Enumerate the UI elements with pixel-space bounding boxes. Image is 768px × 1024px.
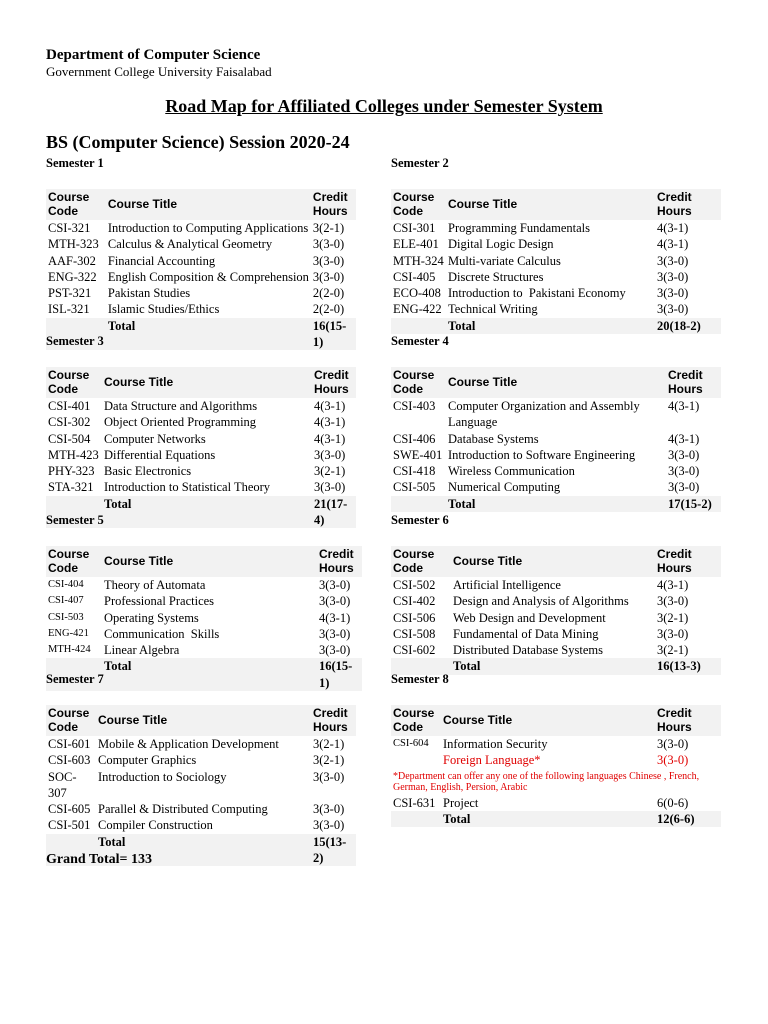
- header-credit-hours: Credit Hours: [312, 367, 356, 398]
- semester-7-table: [46, 705, 356, 866]
- course-code: CSI-403: [393, 399, 436, 413]
- header-credit-hours: Credit Hours: [655, 705, 721, 736]
- course-row: [46, 479, 356, 495]
- header-row: [46, 189, 356, 220]
- course-title: English Composition & Comprehension: [107, 269, 309, 284]
- total-credits: 15(13-2): [311, 834, 356, 867]
- credit-hours: 6(0-6): [657, 795, 689, 810]
- course-code: PST-321: [48, 286, 92, 301]
- header-course-title: Course Title: [96, 705, 311, 736]
- credit-hours: 3(3-0): [657, 753, 689, 768]
- course-title: Parallel & Distributed Computing: [98, 802, 268, 817]
- course-code: MTH-423: [48, 447, 99, 462]
- course-title: Computer Graphics: [98, 753, 197, 768]
- course-title: Programming Fundamentals: [448, 221, 590, 235]
- course-code: CSI-508: [393, 626, 436, 641]
- credit-hours: 3(3-0): [657, 737, 689, 751]
- course-title: Financial Accounting: [107, 253, 216, 268]
- credit-hours: 3(3-0): [312, 269, 345, 284]
- course-title: Communication Skills: [104, 626, 220, 641]
- document-title: Road Map for Affiliated Colleges under Semester System: [165, 96, 603, 116]
- credit-hours: 3(3-0): [312, 237, 345, 252]
- semester-1-table: [46, 189, 356, 350]
- course-title: Compiler Construction: [98, 818, 213, 833]
- course-title: Pakistan Studies: [107, 286, 191, 301]
- course-title: Computer Networks: [104, 431, 206, 446]
- course-row: [46, 626, 362, 642]
- total-row: [391, 318, 721, 334]
- header-row: [46, 705, 356, 736]
- course-code: CSI-604: [393, 738, 429, 749]
- course-code: CSI-501: [48, 818, 91, 833]
- course-title: Differential Equations: [104, 447, 216, 462]
- semester-5-table: [46, 546, 362, 691]
- semester-label: Semester 8: [391, 672, 449, 686]
- course-row: [391, 752, 721, 768]
- course-row: [46, 414, 356, 430]
- course-row: [391, 736, 721, 752]
- course-title: Introduction to Sociology: [98, 769, 227, 784]
- course-code: CSI-406: [393, 431, 436, 446]
- header-course-title: Course Title: [102, 546, 317, 577]
- course-row: [391, 269, 721, 285]
- course-title: Fundamental of Data Mining: [453, 626, 599, 641]
- course-code: [391, 752, 441, 768]
- credit-hours: 3(3-0): [319, 578, 351, 592]
- credit-hours: 3(3-0): [314, 480, 346, 495]
- semester-4-section: [391, 334, 721, 512]
- semester-3-table: [46, 367, 356, 528]
- course-row: [46, 769, 356, 802]
- course-code: ENG-421: [48, 627, 89, 639]
- course-title: Introduction to Software Engineering: [448, 447, 636, 462]
- course-title: Wireless Communication: [448, 464, 575, 479]
- course-code: CSI-401: [48, 399, 91, 413]
- semester-label: Semester 3: [46, 334, 104, 348]
- course-row: [46, 220, 356, 236]
- course-code: CSI-321: [48, 221, 91, 235]
- total-label: Total: [446, 318, 655, 334]
- total-credits: 16(15-1): [311, 318, 356, 351]
- course-row: [46, 736, 356, 752]
- header-course-code: Course Code: [391, 705, 441, 736]
- header-course-title: Course Title: [446, 189, 655, 220]
- course-title: Design and Analysis of Algorithms: [453, 594, 629, 609]
- course-code: CSI-602: [393, 643, 436, 658]
- course-row: [391, 301, 721, 317]
- course-row: [391, 220, 721, 236]
- credit-hours: 3(3-0): [319, 643, 351, 658]
- course-row: [46, 236, 356, 252]
- credit-hours: 3(3-0): [657, 269, 689, 284]
- course-code: ISL-321: [48, 302, 90, 317]
- header-course-title: Course Title: [102, 367, 312, 398]
- course-row: [46, 285, 356, 301]
- course-row: [46, 610, 362, 626]
- course-title: Professional Practices: [104, 594, 215, 609]
- semester-1-section: [46, 156, 376, 350]
- course-row: [46, 463, 356, 479]
- course-row: [391, 236, 721, 252]
- course-code: ENG-322: [48, 269, 97, 284]
- course-row: [46, 253, 356, 269]
- course-code: CSI-301: [393, 221, 436, 235]
- credit-hours: 4(3-1): [657, 237, 689, 252]
- course-title: Basic Electronics: [104, 464, 192, 479]
- course-code: ELE-401: [393, 237, 439, 252]
- semester-label: Semester 2: [391, 156, 449, 170]
- course-row: [46, 577, 362, 593]
- credit-hours: 4(3-1): [668, 431, 700, 446]
- course-row: [391, 593, 721, 609]
- total-row: [391, 496, 721, 512]
- course-code: CSI-631: [393, 795, 436, 810]
- header-course-code: Course Code: [391, 189, 446, 220]
- course-code: MTH-424: [48, 644, 91, 656]
- course-code: PHY-323: [48, 464, 95, 479]
- semester-label: Semester 1: [46, 156, 104, 170]
- course-title: Islamic Studies/Ethics: [107, 302, 220, 317]
- course-title: Multi-variate Calculus: [448, 253, 561, 268]
- semester-label: Semester 7: [46, 672, 104, 686]
- course-title: Database Systems: [448, 431, 539, 446]
- course-code: ENG-422: [393, 302, 442, 317]
- grand-total: Grand Total= 133: [46, 852, 153, 867]
- header-row: [46, 546, 362, 577]
- course-row: [391, 610, 721, 626]
- total-credits: 16(15-1): [317, 658, 362, 691]
- course-code: SOC-307: [48, 769, 77, 800]
- header-row: [391, 189, 721, 220]
- credit-hours: 3(3-0): [319, 626, 351, 641]
- credit-hours: 3(3-0): [319, 594, 351, 609]
- course-code: CSI-302: [48, 415, 91, 430]
- credit-hours: 3(3-0): [313, 769, 345, 784]
- credit-hours: 3(3-0): [657, 626, 689, 641]
- semester-2-table: [391, 189, 721, 334]
- credit-hours: 3(3-0): [668, 464, 700, 479]
- course-row: [391, 642, 721, 658]
- credit-hours: 3(3-0): [314, 447, 346, 462]
- credit-hours: 3(2-1): [657, 610, 689, 625]
- course-title: Artificial Intelligence: [453, 578, 561, 592]
- semester-8-table: [391, 705, 721, 827]
- semester-5-section: [46, 513, 376, 691]
- total-credits: 20(18-2): [655, 318, 721, 334]
- course-code: AAF-302: [48, 253, 96, 268]
- total-credits: 21(17-4): [312, 496, 356, 529]
- course-title: Discrete Structures: [448, 269, 544, 284]
- course-row: [46, 752, 356, 768]
- department-name: Department of Computer Science: [46, 47, 261, 63]
- note-row: [391, 769, 721, 795]
- header-credit-hours: Credit Hours: [655, 546, 721, 577]
- course-code: CSI-506: [393, 610, 436, 625]
- course-title: Introduction to Computing Applications: [107, 221, 309, 235]
- semester-6-table: [391, 546, 721, 675]
- course-row: [391, 431, 721, 447]
- credit-hours: 3(3-0): [657, 253, 689, 268]
- course-row: [46, 642, 362, 658]
- header-course-title: Course Title: [451, 546, 655, 577]
- course-title: Object Oriented Programming: [104, 415, 257, 430]
- total-credits: 12(6-6): [655, 811, 721, 827]
- course-title: Computer Organization and Assembly Language: [448, 399, 640, 430]
- course-code: ECO-408: [393, 286, 441, 301]
- total-label: Total: [96, 834, 311, 867]
- course-title: Introduction to Statistical Theory: [104, 480, 271, 495]
- course-code: CSI-407: [48, 595, 84, 607]
- course-title: Foreign Language*: [443, 753, 541, 768]
- header-row: [391, 705, 721, 736]
- semester-6-section: [391, 513, 721, 675]
- header-course-code: Course Code: [391, 367, 446, 398]
- credit-hours: 3(3-0): [312, 253, 345, 268]
- header-course-code: Course Code: [46, 189, 106, 220]
- credit-hours: 3(2-1): [314, 464, 346, 479]
- total-label: Total: [102, 658, 317, 691]
- semester-8-section: [391, 672, 721, 827]
- course-code: STA-321: [48, 480, 94, 495]
- credit-hours: 4(3-1): [657, 221, 689, 235]
- course-code: SWE-401: [393, 447, 443, 462]
- course-row: [391, 398, 721, 431]
- course-row: [46, 301, 356, 317]
- credit-hours: 3(3-0): [657, 302, 689, 317]
- header-credit-hours: Credit Hours: [317, 546, 362, 577]
- semester-4-table: [391, 367, 721, 512]
- credit-hours: 3(2-1): [657, 643, 689, 658]
- semester-2-section: [391, 156, 721, 334]
- header-course-title: Course Title: [441, 705, 655, 736]
- total-row: [391, 811, 721, 827]
- credit-hours: 4(3-1): [319, 610, 351, 625]
- course-code: CSI-603: [48, 753, 91, 768]
- language-note: *Department can offer any one of the following languages Chinese , French, German, English, Persion, Arabic: [393, 770, 700, 793]
- course-title: Project: [443, 795, 479, 810]
- course-code: CSI-601: [48, 737, 91, 751]
- semester-3-section: [46, 334, 376, 528]
- total-label: Total: [441, 811, 655, 827]
- credit-hours: 4(3-1): [657, 578, 689, 592]
- credit-hours: 4(3-1): [314, 399, 346, 413]
- total-label: Total: [106, 318, 311, 351]
- course-row: [46, 817, 356, 833]
- semester-label: Semester 5: [46, 513, 104, 527]
- credit-hours: 4(3-1): [668, 399, 700, 413]
- course-row: [46, 447, 356, 463]
- course-code: CSI-505: [393, 480, 436, 495]
- course-code: CSI-504: [48, 431, 91, 446]
- semester-label: Semester 6: [391, 513, 449, 527]
- course-code: MTH-323: [48, 237, 99, 252]
- credit-hours: 3(3-0): [668, 480, 700, 495]
- course-title: Introduction to Pakistani Economy: [448, 286, 626, 301]
- semester-label: Semester 4: [391, 334, 449, 348]
- credit-hours: 3(2-1): [313, 737, 345, 751]
- credit-hours: 3(3-0): [657, 286, 689, 301]
- course-title: Numerical Computing: [448, 480, 561, 495]
- course-row: [46, 593, 362, 609]
- total-label: Total: [451, 658, 655, 674]
- course-title: Operating Systems: [104, 610, 199, 625]
- course-row: [391, 479, 721, 495]
- course-code: CSI-605: [48, 802, 91, 817]
- course-code: CSI-404: [48, 579, 84, 590]
- course-row: [391, 253, 721, 269]
- header-course-code: Course Code: [391, 546, 451, 577]
- course-row: [391, 463, 721, 479]
- header-row: [391, 546, 721, 577]
- credit-hours: 3(3-0): [313, 818, 345, 833]
- course-title: Distributed Database Systems: [453, 643, 603, 658]
- total-credits: 16(13-3): [655, 658, 721, 674]
- course-title: Data Structure and Algorithms: [104, 399, 258, 413]
- course-title: Web Design and Development: [453, 610, 606, 625]
- header-credit-hours: Credit Hours: [311, 705, 356, 736]
- credit-hours: 3(3-0): [668, 447, 700, 462]
- credit-hours: 4(3-1): [314, 415, 346, 430]
- header-row: [46, 367, 356, 398]
- total-label: Total: [446, 496, 666, 512]
- header-credit-hours: Credit Hours: [311, 189, 356, 220]
- course-title: Theory of Automata: [104, 578, 206, 592]
- credit-hours: 3(2-1): [313, 753, 345, 768]
- university-name: Government College University Faisalabad: [46, 64, 272, 79]
- credit-hours: 3(2-1): [312, 221, 345, 235]
- header-course-code: Course Code: [46, 705, 96, 736]
- total-label: Total: [102, 496, 312, 529]
- header-credit-hours: Credit Hours: [666, 367, 721, 398]
- course-row: [46, 398, 356, 414]
- credit-hours: 3(3-0): [313, 802, 345, 817]
- header-row: [391, 367, 721, 398]
- course-row: [391, 795, 721, 811]
- course-code: CSI-405: [393, 269, 436, 284]
- course-code: MTH-324: [393, 253, 444, 268]
- course-code: CSI-418: [393, 464, 436, 479]
- course-title: Calculus & Analytical Geometry: [107, 237, 273, 252]
- credit-hours: 4(3-1): [314, 431, 346, 446]
- course-row: [391, 626, 721, 642]
- credit-hours: 3(3-0): [657, 594, 689, 609]
- header-course-code: Course Code: [46, 546, 102, 577]
- course-code: CSI-502: [393, 578, 436, 592]
- course-title: Mobile & Application Development: [98, 737, 279, 751]
- session-title: BS (Computer Science) Session 2020-24: [46, 132, 350, 152]
- course-row: [391, 285, 721, 301]
- course-code: CSI-503: [48, 611, 84, 623]
- course-row: [46, 431, 356, 447]
- credit-hours: 2(2-0): [312, 302, 345, 317]
- course-row: [46, 269, 356, 285]
- header-course-title: Course Title: [106, 189, 311, 220]
- header-course-code: Course Code: [46, 367, 102, 398]
- semester-7-section: [46, 672, 376, 866]
- course-code: CSI-402: [393, 594, 436, 609]
- course-title: Information Security: [443, 737, 548, 751]
- course-title: Technical Writing: [448, 302, 538, 317]
- course-row: [46, 801, 356, 817]
- total-credits: 17(15-2): [666, 496, 721, 512]
- header-course-title: Course Title: [446, 367, 666, 398]
- course-title: Linear Algebra: [104, 643, 180, 658]
- course-row: [391, 447, 721, 463]
- credit-hours: 2(2-0): [312, 286, 345, 301]
- header-credit-hours: Credit Hours: [655, 189, 721, 220]
- course-title: Digital Logic Design: [448, 237, 554, 252]
- course-row: [391, 577, 721, 593]
